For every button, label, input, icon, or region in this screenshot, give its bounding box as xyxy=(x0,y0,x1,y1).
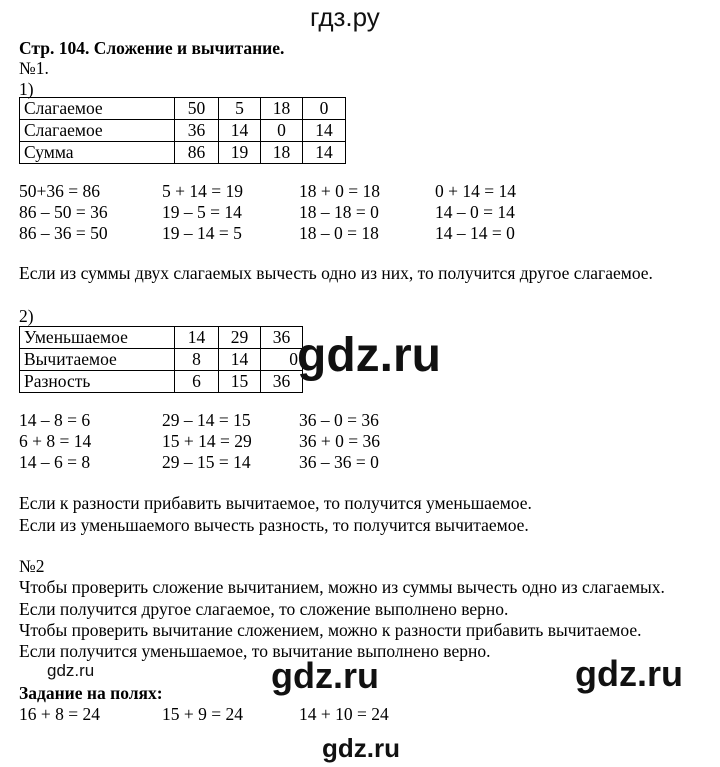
addition-table xyxy=(19,97,346,164)
table-cell: 0 xyxy=(261,349,303,371)
margin-task-label: Задание на полях: xyxy=(19,683,163,703)
table-cell: 18 xyxy=(261,98,303,120)
table-cell: 36 xyxy=(175,120,219,142)
equation-column xyxy=(19,410,91,473)
equation: 5 + 14 = 19 xyxy=(162,181,243,201)
part2-conclusion: Если из уменьшаемого вычесть разность, то получится вычитаемое. xyxy=(19,515,529,535)
table-cell: 0 xyxy=(303,98,346,120)
equation-column xyxy=(162,410,252,473)
equation: 36 – 36 = 0 xyxy=(299,452,379,472)
equation: 86 – 50 = 36 xyxy=(19,202,108,222)
table-cell: Слагаемое xyxy=(20,98,175,120)
table-cell: Разность xyxy=(20,371,175,393)
equation: 19 – 5 = 14 xyxy=(162,202,242,222)
equation: 36 + 0 = 36 xyxy=(299,431,380,451)
table-cell: 8 xyxy=(175,349,219,371)
task1-label: №1. xyxy=(19,58,49,78)
table-cell: 86 xyxy=(175,142,219,164)
bottom-watermark: gdz.ru xyxy=(322,733,400,763)
table-cell: Уменьшаемое xyxy=(20,327,175,349)
table-cell: 14 xyxy=(219,120,261,142)
page-title: Стр. 104. Сложение и вычитание. xyxy=(19,38,285,58)
table-cell: 0 xyxy=(261,120,303,142)
task2-line: Чтобы проверить сложение вычитанием, можно из суммы вычесть одно из слагаемых. xyxy=(19,577,665,597)
table-cell: 36 xyxy=(261,327,303,349)
equation-column xyxy=(162,181,243,244)
equation: 18 + 0 = 18 xyxy=(299,181,380,201)
table-cell: 14 xyxy=(175,327,219,349)
equation: 14 + 10 = 24 xyxy=(299,704,389,724)
table-cell: 19 xyxy=(219,142,261,164)
table-cell: 15 xyxy=(219,371,261,393)
small-left-watermark: gdz.ru xyxy=(47,661,95,680)
table-row xyxy=(20,142,346,164)
equation: 15 + 14 = 29 xyxy=(162,431,252,451)
table-cell: 14 xyxy=(303,142,346,164)
table-cell: 6 xyxy=(175,371,219,393)
equation: 19 – 14 = 5 xyxy=(162,223,242,243)
header-watermark: гдз.ру xyxy=(310,2,380,32)
equation: 14 – 6 = 8 xyxy=(19,452,91,472)
equation-column xyxy=(19,181,108,244)
equation: 14 – 0 = 14 xyxy=(435,202,515,222)
equation: 18 – 18 = 0 xyxy=(299,202,379,222)
table-cell: 29 xyxy=(219,327,261,349)
mid-watermark: gdz.ru xyxy=(271,655,379,696)
equation: 0 + 14 = 14 xyxy=(435,181,516,201)
equation: 29 – 15 = 14 xyxy=(162,452,251,472)
table-cell: 14 xyxy=(219,349,261,371)
part2-label: 2) xyxy=(19,306,34,326)
table-row xyxy=(20,349,303,371)
part2-conclusion: Если к разности прибавить вычитаемое, то получится уменьшаемое. xyxy=(19,493,532,513)
table-row xyxy=(20,327,303,349)
equation: 14 – 8 = 6 xyxy=(19,410,91,430)
equation: 29 – 14 = 15 xyxy=(162,410,251,430)
table-row xyxy=(20,120,346,142)
table-cell: Сумма xyxy=(20,142,175,164)
table-cell: 50 xyxy=(175,98,219,120)
table-cell: 5 xyxy=(219,98,261,120)
part1-label: 1) xyxy=(19,79,34,99)
right-watermark: gdz.ru xyxy=(575,653,683,694)
table-row xyxy=(20,371,303,393)
equation: 36 – 0 = 36 xyxy=(299,410,379,430)
subtraction-table xyxy=(19,326,303,393)
table-row xyxy=(20,98,346,120)
equation-column xyxy=(299,181,380,244)
equation: 15 + 9 = 24 xyxy=(162,704,243,724)
equation-column xyxy=(299,410,380,473)
table-cell: Вычитаемое xyxy=(20,349,175,371)
table-cell: 18 xyxy=(261,142,303,164)
equation: 18 – 0 = 18 xyxy=(299,223,379,243)
equation: 50+36 = 86 xyxy=(19,181,100,201)
center-watermark: gdz.ru xyxy=(297,329,441,382)
equation: 16 + 8 = 24 xyxy=(19,704,100,724)
task2-line: Если получится уменьшаемое, то вычитание выполнено верно. xyxy=(19,641,491,661)
part1-conclusion: Если из суммы двух слагаемых вычесть одно из них, то получится другое слагаемое. xyxy=(19,263,653,283)
equation: 86 – 36 = 50 xyxy=(19,223,108,243)
table-cell: 14 xyxy=(303,120,346,142)
task2-line: Если получится другое слагаемое, то сложение выполнено верно. xyxy=(19,599,509,619)
task2-label: №2 xyxy=(19,556,45,576)
table-cell: Слагаемое xyxy=(20,120,175,142)
table-cell: 36 xyxy=(261,371,303,393)
equation: 6 + 8 = 14 xyxy=(19,431,92,451)
equation: 14 – 14 = 0 xyxy=(435,223,515,243)
task2-line: Чтобы проверить вычитание сложением, можно к разности прибавить вычитаемое. xyxy=(19,620,642,640)
equation-column xyxy=(435,181,516,244)
